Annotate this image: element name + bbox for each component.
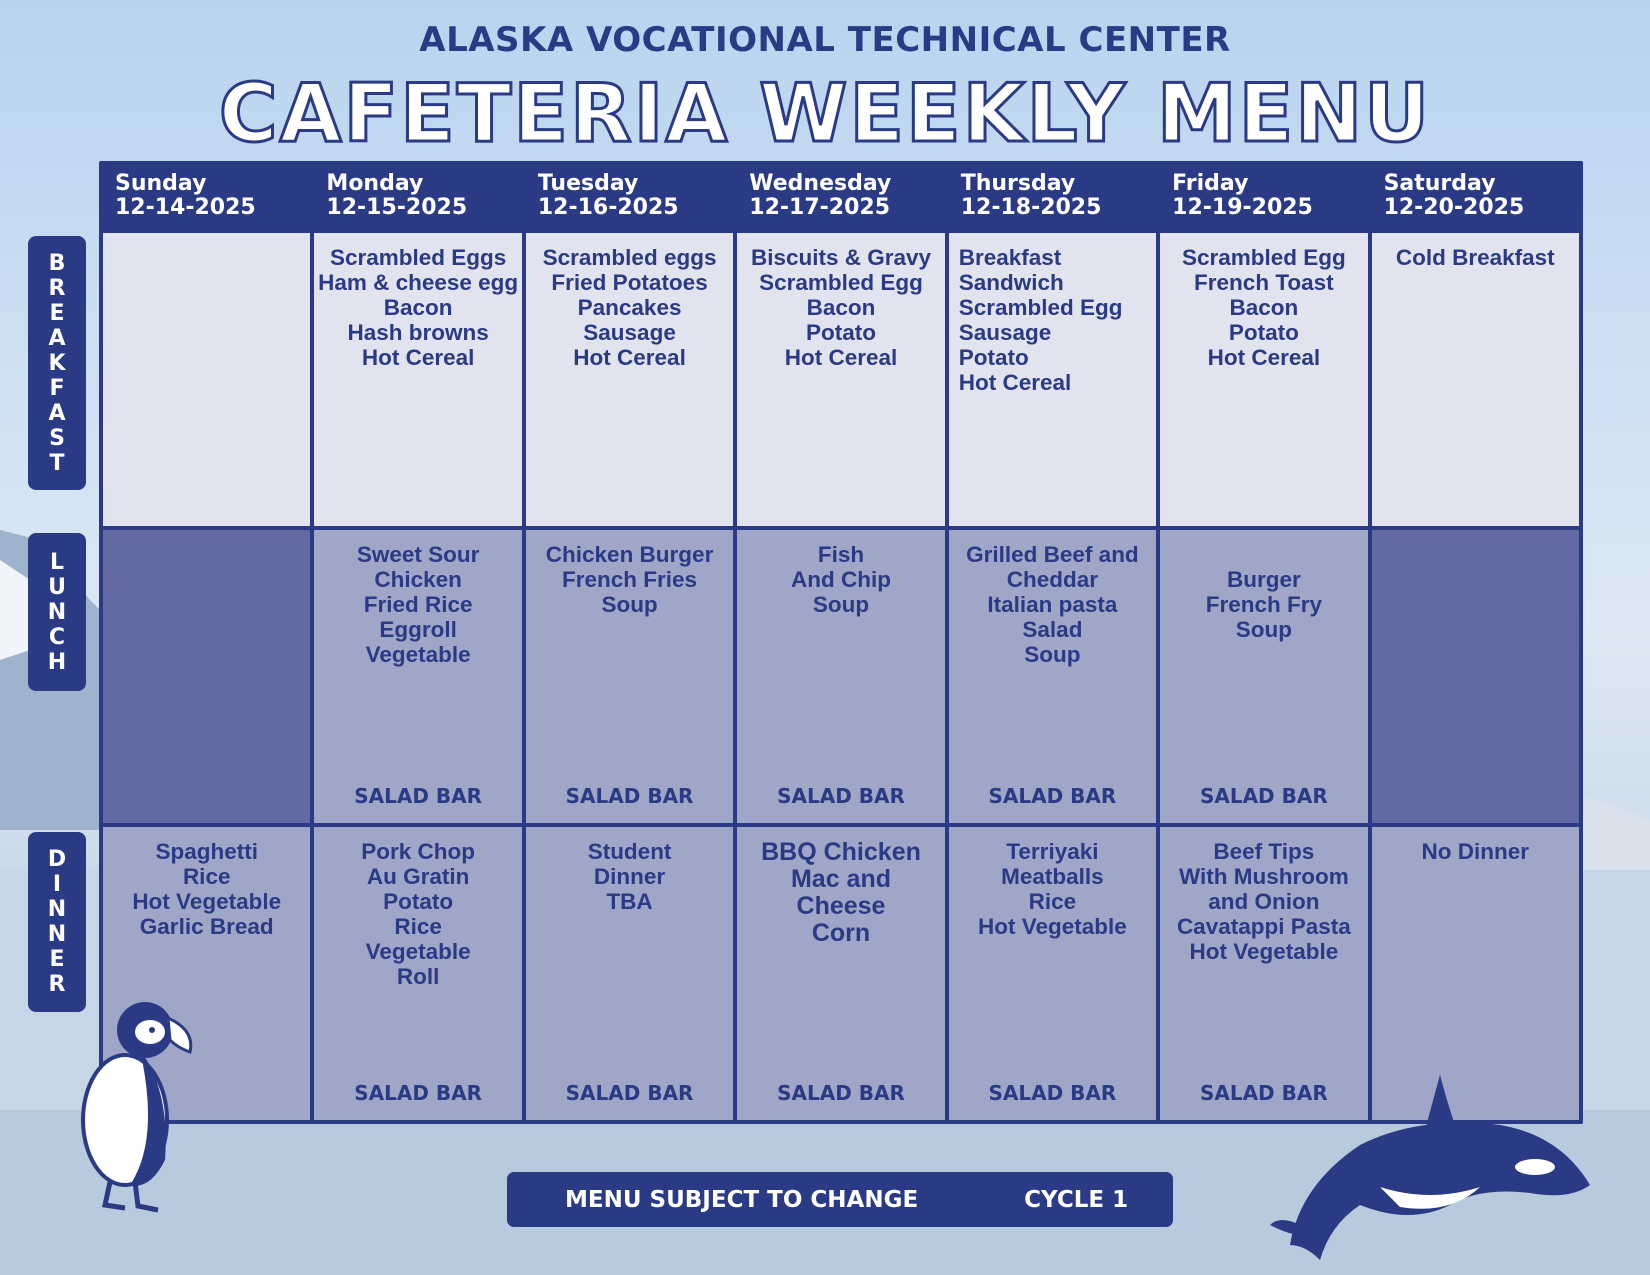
menu-item: Soup — [812, 592, 870, 617]
day-name: Friday — [1172, 171, 1249, 196]
breakfast-tab-letter: K — [48, 350, 66, 376]
day-date: 12-17-2025 — [749, 195, 891, 220]
menu-item: TBA — [606, 889, 653, 914]
day-header — [314, 165, 521, 229]
menu-item: Breakfast — [958, 245, 1062, 270]
menu-item: Fish — [817, 542, 865, 567]
menu-item: Salad — [1022, 617, 1083, 642]
menu-item: With Mushroom — [1178, 864, 1349, 889]
lunch-cell — [526, 530, 733, 823]
menu-item: Biscuits & Gravy — [750, 245, 932, 270]
dinner-cell — [526, 827, 733, 1120]
menu-item: Sandwich — [958, 270, 1064, 295]
lunch-cell — [1160, 530, 1367, 823]
menu-item: Garlic Bread — [139, 914, 274, 939]
dinner-tab-letter: N — [47, 922, 67, 947]
dinner-tab-letter: I — [52, 872, 62, 897]
menu-item: Vegetable — [365, 642, 471, 667]
menu-item: Pork Chop — [361, 839, 476, 864]
menu-item: Scrambled Egg — [1181, 245, 1346, 270]
puffin-illustration — [70, 990, 200, 1220]
breakfast-cell — [314, 233, 521, 526]
menu-item: Terriyaki — [1006, 839, 1099, 864]
day-date: 12-15-2025 — [326, 195, 468, 220]
menu-item: Scrambled eggs — [542, 245, 717, 270]
breakfast-cell — [1372, 233, 1579, 526]
day-name: Wednesday — [749, 171, 892, 196]
menu-item: Vegetable — [365, 939, 471, 964]
menu-item: Italian pasta — [987, 592, 1118, 617]
salad-bar-label: SALAD BAR — [354, 784, 483, 808]
page-title: CAFETERIA WEEKLY MENU — [218, 67, 1432, 160]
menu-item: Hot Vegetable — [132, 889, 282, 914]
menu-item: Cheddar — [1006, 567, 1099, 592]
day-header — [1372, 165, 1579, 229]
dinner-cell — [949, 827, 1156, 1120]
salad-bar-label: SALAD BAR — [354, 1081, 483, 1105]
menu-item: Hot Cereal — [958, 370, 1072, 395]
menu-item: Grilled Beef and — [966, 542, 1139, 567]
menu-item: Rice — [394, 914, 442, 939]
menu-item: Soup — [1024, 642, 1081, 667]
menu-item: And Chip — [791, 567, 891, 592]
day-date: 12-14-2025 — [115, 195, 256, 220]
salad-bar-label: SALAD BAR — [777, 1081, 905, 1105]
dinner-cell — [314, 827, 521, 1120]
lunch-tab-letter: H — [47, 649, 67, 675]
breakfast-cell — [526, 233, 733, 526]
breakfast-tab-letter: A — [48, 400, 66, 426]
menu-item: French Toast — [1194, 270, 1334, 295]
cycle-label: CYCLE 1 — [1024, 1186, 1129, 1213]
menu-item: Sausage — [958, 320, 1052, 345]
day-header — [1160, 165, 1367, 229]
menu-item: Beef Tips — [1213, 839, 1315, 864]
dinner-tab-letter: R — [48, 972, 66, 997]
menu-item: Potato — [958, 345, 1029, 370]
menu-item: Hot Cereal — [1207, 345, 1321, 370]
menu-item: Scrambled Egg — [759, 270, 923, 295]
lunch-tab-letter: N — [47, 599, 67, 625]
menu-item: Hot Cereal — [361, 345, 475, 370]
day-header — [103, 165, 310, 229]
menu-item: Bacon — [806, 295, 876, 320]
menu-item: Roll — [396, 964, 440, 989]
menu-item: Meatballs — [1001, 864, 1104, 889]
menu-item: Au Gratin — [366, 864, 470, 889]
day-header — [737, 165, 944, 229]
day-date: 12-19-2025 — [1172, 195, 1313, 220]
breakfast-tab-letter: R — [48, 275, 66, 301]
menu-item: Rice — [182, 864, 231, 889]
menu-item: Hot Cereal — [573, 345, 686, 370]
breakfast-tab-letter: A — [48, 325, 66, 351]
menu-item: Chicken — [374, 567, 462, 592]
breakfast-tab-letter: F — [49, 375, 65, 401]
day-name: Tuesday — [537, 171, 639, 196]
menu-item: Potato — [1228, 320, 1299, 345]
menu-item: Fried Potatoes — [551, 270, 708, 295]
change-notice: MENU SUBJECT TO CHANGE — [565, 1186, 919, 1213]
menu-item: Dinner — [593, 864, 666, 889]
organization-name: ALASKA VOCATIONAL TECHNICAL CENTER — [419, 20, 1231, 60]
menu-item: Burger — [1226, 567, 1301, 592]
menu-item: Soup — [1235, 617, 1292, 642]
breakfast-tab-letter: S — [49, 425, 65, 451]
dinner-tab-letter: E — [49, 947, 65, 972]
lunch-tab — [28, 533, 86, 691]
lunch-cell — [314, 530, 521, 823]
menu-item: Sausage — [583, 320, 676, 345]
dinner-tab-letter: D — [47, 847, 67, 872]
menu-item: Pancakes — [577, 295, 682, 320]
menu-item: Soup — [601, 592, 658, 617]
lunch-tab-letter: C — [48, 624, 66, 650]
menu-item: No Dinner — [1421, 839, 1530, 864]
menu-item: Cheese — [796, 892, 886, 920]
menu-item: Student — [587, 839, 672, 864]
breakfast-cell — [737, 233, 944, 526]
salad-bar-label: SALAD BAR — [988, 1081, 1117, 1105]
day-header — [949, 165, 1156, 229]
menu-item: Cold Breakfast — [1395, 245, 1555, 270]
menu-item: Hash browns — [347, 320, 489, 345]
menu-item: Fried Rice — [363, 592, 473, 617]
day-name: Monday — [326, 171, 424, 196]
menu-item: Potato — [383, 889, 454, 914]
menu-item: Sweet Sour — [356, 542, 480, 567]
menu-item: Potato — [805, 320, 876, 345]
menu-item: Bacon — [383, 295, 453, 320]
menu-item: French Fry — [1205, 592, 1322, 617]
day-name: Sunday — [115, 171, 207, 196]
lunch-tab-letter: U — [48, 574, 66, 600]
menu-item: Ham & cheese egg — [318, 270, 519, 295]
breakfast-tab-letter: B — [48, 250, 66, 276]
lunch-cell — [737, 530, 944, 823]
menu-item: Chicken Burger — [545, 542, 714, 567]
breakfast-tab-letter: E — [49, 300, 65, 326]
lunch-tab-letter: L — [49, 549, 65, 575]
day-name: Saturday — [1383, 171, 1496, 196]
menu-item: Mac and — [790, 865, 891, 893]
salad-bar-label: SALAD BAR — [777, 784, 905, 808]
day-date: 12-16-2025 — [537, 195, 679, 220]
day-name: Thursday — [960, 171, 1076, 196]
salad-bar-label: SALAD BAR — [565, 1081, 694, 1105]
menu-item: Hot Cereal — [784, 345, 898, 370]
breakfast-tab — [28, 236, 86, 490]
orca-illustration — [1270, 1075, 1600, 1265]
salad-bar-label: SALAD BAR — [988, 784, 1117, 808]
salad-bar-label: SALAD BAR — [565, 784, 694, 808]
menu-item: Scrambled Egg — [958, 295, 1123, 320]
lunch-cell — [103, 530, 310, 823]
dinner-cell — [737, 827, 944, 1120]
menu-item: Bacon — [1229, 295, 1299, 320]
menu-item: Hot Vegetable — [1189, 939, 1339, 964]
menu-item: BBQ Chicken — [761, 838, 921, 866]
menu-item: Corn — [811, 919, 871, 947]
menu-item: and Onion — [1208, 889, 1320, 914]
dinner-tab-letter: N — [47, 897, 67, 922]
breakfast-tab-letter: T — [49, 450, 65, 476]
menu-item: Scrambled Eggs — [329, 245, 507, 270]
menu-item: French Fries — [562, 567, 698, 592]
menu-item: Eggroll — [379, 617, 457, 642]
dinner-tab — [28, 832, 86, 1012]
menu-item — [1160, 542, 1367, 567]
day-date: 12-18-2025 — [960, 195, 1102, 220]
menu-item: Cavatappi Pasta — [1176, 914, 1351, 939]
menu-item: Spaghetti — [155, 839, 258, 864]
menu-grid — [99, 161, 1583, 1124]
menu-item: Rice — [1028, 889, 1077, 914]
lunch-cell — [949, 530, 1156, 823]
salad-bar-label: SALAD BAR — [1199, 1081, 1328, 1105]
footer-banner — [507, 1172, 1173, 1227]
breakfast-cell — [103, 233, 310, 526]
menu-item: Hot Vegetable — [978, 914, 1127, 939]
salad-bar-label: SALAD BAR — [1199, 784, 1328, 808]
breakfast-cell — [949, 233, 1156, 526]
lunch-cell — [1372, 530, 1579, 823]
day-header — [526, 165, 733, 229]
day-date: 12-20-2025 — [1383, 195, 1525, 220]
breakfast-cell — [1160, 233, 1367, 526]
